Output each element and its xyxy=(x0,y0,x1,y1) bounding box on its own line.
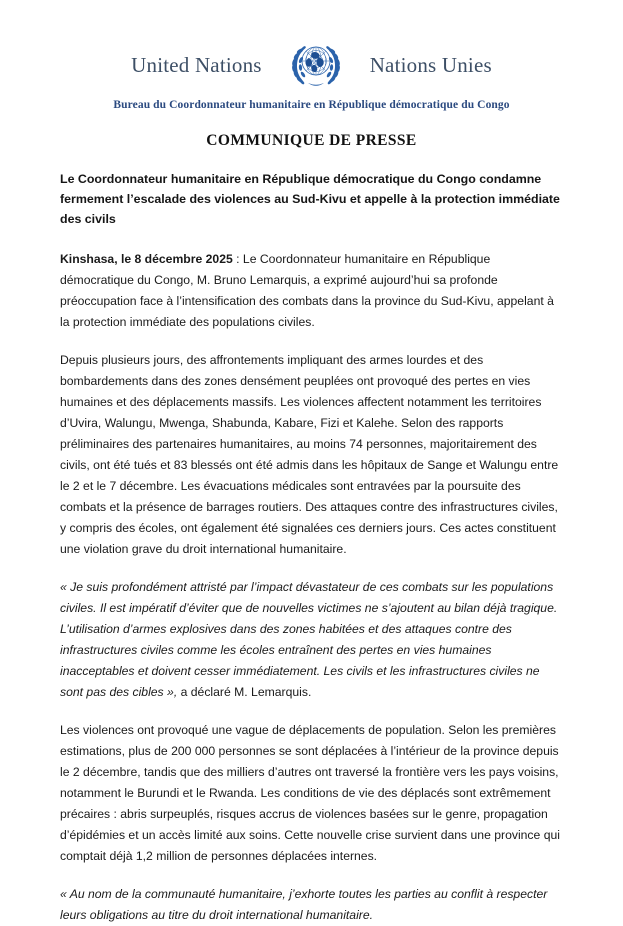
organization-name-english: United Nations xyxy=(131,52,262,77)
paragraph-quote-first xyxy=(60,577,563,703)
dateline: Kinshasa, le 8 décembre 2025 xyxy=(60,252,233,267)
paragraph-dateline xyxy=(60,249,563,333)
paragraph-dateline-text: : Le Coordonnateur humanitaire en République démocratique du Congo, M. Bruno Lemarquis, a exprimé aujourd’hui sa profonde préoccupation face à l’intensification des combats dans la province du Sud-Kivu, appelant à la protection immédiate des populations civiles. xyxy=(60,252,554,330)
un-emblem-icon xyxy=(288,40,344,90)
page-title: COMMUNIQUE DE PRESSE xyxy=(206,132,417,149)
paragraph-quote-second: « Au nom de la communauté humanitaire, j’exhorte toutes les parties au conflit à respecter leurs obligations au titre du droit international humanitaire. xyxy=(60,886,548,922)
letterhead xyxy=(60,0,563,111)
paragraph-displacement: Les violences ont provoqué une vague de déplacements de population. Selon les premières estimations, plus de 200 000 personnes se sont déplacées à l’intérieur de la province depuis le 2 décembre, tandis que des milliers d’autres ont traversé la frontière vers les pays voisins, notamment le Burundi et le Rwanda. Les conditions de vie des déplacés sont extrêmement précaires : abris surpeuplés, risques accrus de violences basées sur le genre, propagation d’épidémies et un accès limité aux soins. Cette nouvelle crise survient dans une province qui comptait déjà 1,2 million de personnes déplacées internes. xyxy=(60,722,560,863)
office-subtitle: Bureau du Coordonnateur humanitaire en République démocratique du Congo xyxy=(113,99,510,111)
letterhead-row xyxy=(60,40,563,90)
paragraph-situation: Depuis plusieurs jours, des affrontements impliquant des armes lourdes et des bombardements dans des zones densément peuplées ont provoqué des pertes en vies humaines et des déplacements massifs. Les violences affectent notamment les territoires d’Uvira, Walungu, Mwenga, Shabunda, Kabare, Fizi et Kalehe. Selon des rapports préliminaires des partenaires humanitaires, au moins 74 personnes, majoritairement des civils, ont été tués et 83 blessés ont été admis dans les hôpitaux de Sange et Walungu entre le 2 et le 7 décembre. Les évacuations médicales sont entravées par la poursuite des combats et la présence de barrages routiers. Des attaques contre des infrastructures civiles, y compris des écoles, ont également été signalées ces derniers jours. Ces actes constituent une violation grave du droit international humanitaire. xyxy=(60,353,559,557)
quote-attribution-first: a déclaré M. Lemarquis. xyxy=(177,684,312,699)
document-body xyxy=(60,249,563,926)
document-subtitle: Le Coordonnateur humanitaire en République démocratique du Congo condamne fermement l’escalade des violences au Sud-Kivu et appelle à la protection immédiate des civils xyxy=(60,172,560,227)
quote-text-first: « Je suis profondément attristé par l’impact dévastateur de ces combats sur les populations civiles. Il est impératif d’éviter que de nouvelles victimes ne s’ajoutent au bilan déjà tragique. L’utilisation d’armes explosives dans des zones habitées et des attaques contre des infrastructures civiles comme les écoles entraînent des pertes en vies humaines inacceptables et doivent cesser immédiatement. Les civils et les infrastructures civiles ne sont pas des cibles », xyxy=(60,580,558,699)
organization-name-french: Nations Unies xyxy=(369,52,492,77)
